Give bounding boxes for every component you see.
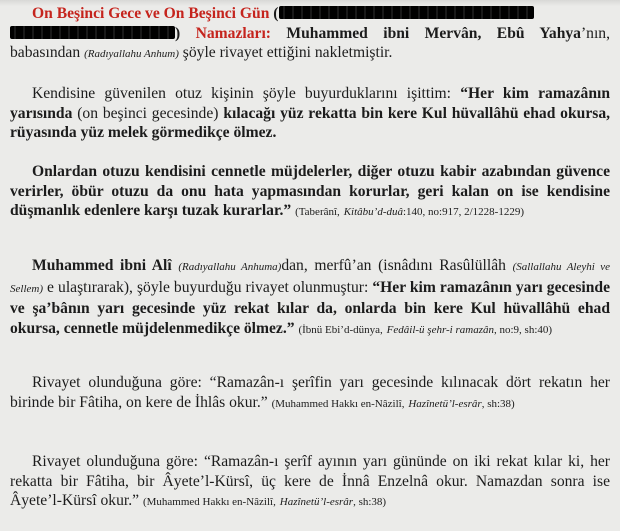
citation-title: Hazînetü’l-esrâr <box>408 397 482 410</box>
citation: (İbnü Ebi’d-dünya, <box>298 323 383 336</box>
citation: (Muhammed Hakkı en-Nâzilî, <box>142 496 276 509</box>
citation: , no:9, sh:40) <box>494 323 553 336</box>
redacted-text <box>279 6 534 19</box>
narrator-name: Muhammed ibni Mervân, Ebû Yahya <box>286 24 581 42</box>
citation-title: Hazînetü’l-esrâr <box>279 496 354 509</box>
citation: (Muhammed Hakkı en-Nâzilî, <box>271 397 405 410</box>
section-title-namaz: Namazları: <box>195 24 271 42</box>
paragraph-5 <box>10 373 610 414</box>
text: şöyle rivayet ettiğini nakletmiştir. <box>182 44 393 62</box>
citation: , sh:38) <box>353 496 387 509</box>
paragraph-2 <box>10 84 610 143</box>
quote-bold: kılacağı yüz rekatta bin kere Kul hüvallâhü ehad okursa, rüyasında yüz melek görmedikçe ölmez. <box>10 104 611 142</box>
citation-title: Fedâil-ü şehr-i ramazân <box>386 323 494 336</box>
citation-title: Kitâbu’d-duâ <box>343 206 403 219</box>
quote-bold: “Her kim ramazânın yarı gecesinde ve şa’bânın yarı gecesinde yüz rekat kılar da, onlarda bin kere Kul hüvallâhü ehad okursa, cennetle müjdelenmedikçe ölmez.” <box>10 278 611 337</box>
paragraph-4 <box>10 256 610 340</box>
citation: :140, no:917, 2/1228-1229) <box>402 206 524 219</box>
honorific: (Sallallahu Aleyhi ve Sellem) <box>10 261 611 295</box>
narrator-name: Muhammed ibni Alî <box>32 257 172 274</box>
paragraph-6 <box>10 452 610 513</box>
section-title: On Beşinci Gece ve On Beşinci Gün <box>32 5 270 22</box>
paragraph-heading <box>10 4 610 65</box>
text: ’nın, babasından <box>10 24 610 62</box>
redacted-text <box>10 26 175 39</box>
text: (on beşinci gecesinde) <box>77 104 219 122</box>
honorific: (Radıyallahu Anhum) <box>84 48 179 61</box>
paren-close: ) <box>175 24 181 42</box>
paragraph-3 <box>10 162 610 223</box>
quote-bold: “Her kim ramazânın yarısında <box>10 85 610 122</box>
text: Rivayet olunduğuna göre: “Ramazân-ı şerîfin yarı gecesinde kılınacak dört rekatın her birinde bir Fâtiha, on kere de İhlâs okur.” <box>10 374 610 411</box>
paren-open: ( <box>273 5 279 22</box>
text: dan, merfû’an (isnâdını Rasûlüllâh <box>281 257 506 274</box>
quote-bold: Onlardan otuzu kendisini cennetle müjdelerler, diğer otuzu kabir azabından güvence verirler, öbür otuzu da onu hata yapmasından korurlar, geri kalan on ise kendisine düşmanlık edenlere karşı tuzak kurarlar.” <box>10 163 610 220</box>
text: Kendisine güvenilen otuz kişinin şöyle buyurduklarını işittim: <box>32 85 452 102</box>
text: Rivayet olunduğuna göre: “Ramazân-ı şerîf ayının yarı gününde on iki rekat kılar ki, her rekatta bir Fâtiha, bir Âyete’l-Kürsî, üç kere de İnnâ Enzelnâ okur. Namazdan sonra ise Âyete’l-Kürsî okur.” <box>10 453 610 510</box>
citation: , sh:38) <box>481 397 515 410</box>
honorific: (Radıyallahu Anhuma) <box>178 261 282 273</box>
citation: (Taberânî, <box>295 206 340 219</box>
text: e ulaştırarak), şöyle buyurduğu rivayet olunmuştur: <box>47 278 369 296</box>
